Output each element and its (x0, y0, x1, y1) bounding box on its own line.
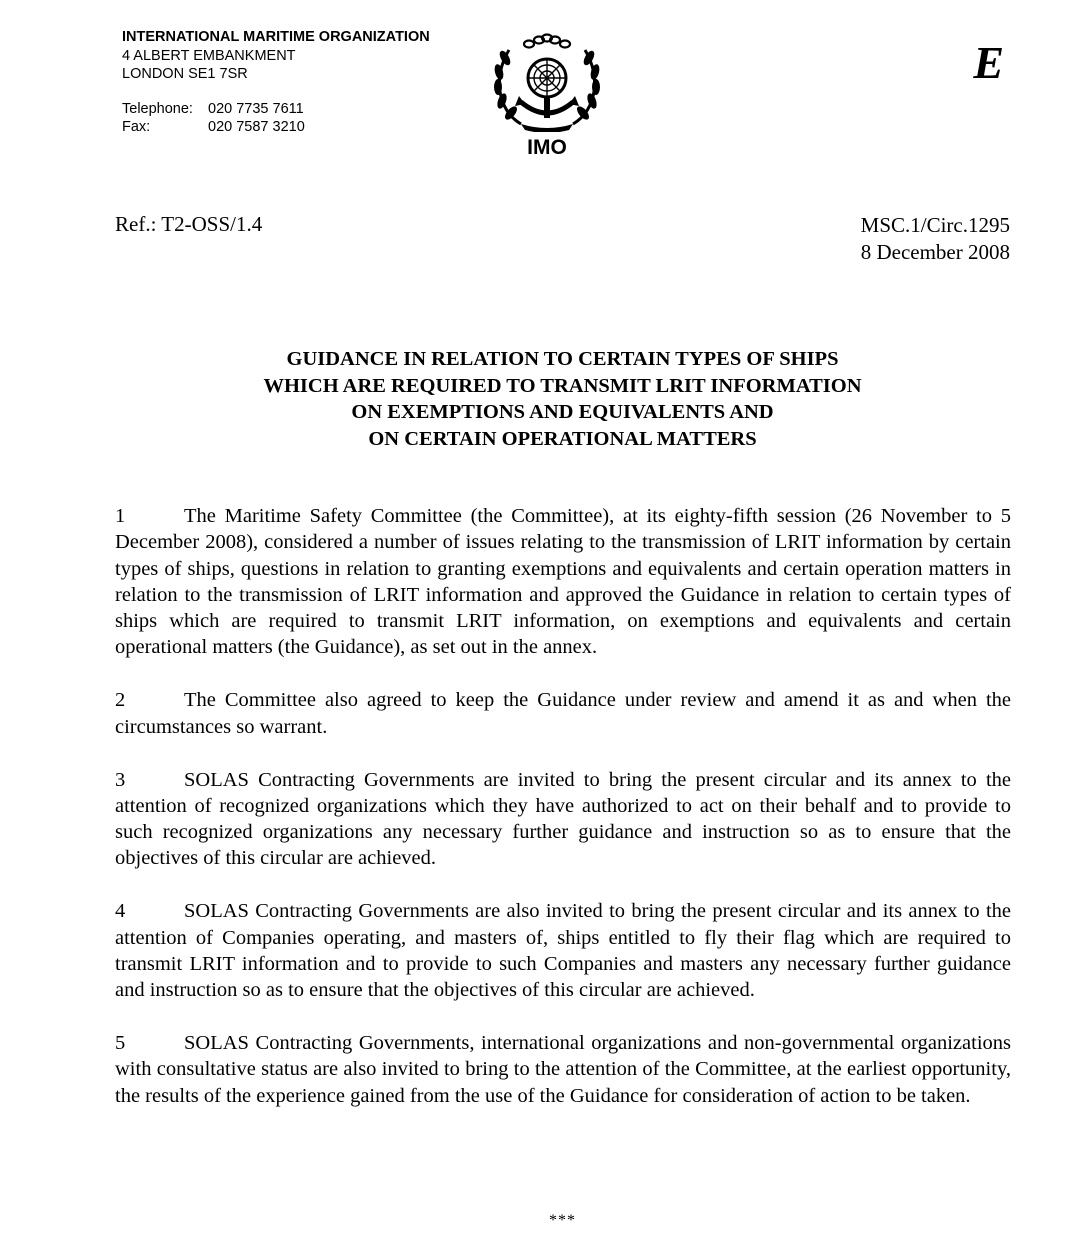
reference-number: Ref.: T2-OSS/1.4 (115, 212, 263, 236)
paragraph-number: 4 (115, 900, 126, 923)
address-line-1: 4 ALBERT EMBANKMENT (122, 47, 296, 64)
paragraph-number: 3 (115, 768, 126, 791)
paragraph-text: The Committee also agreed to keep the Guidance under review and amend it as and when the circumstances so warrant. (115, 689, 1011, 738)
fax-label: Fax: (122, 119, 151, 135)
title-line: WHICH ARE REQUIRED TO TRANSMIT LRIT INFORMATION (263, 374, 862, 397)
end-of-document-mark: *** (549, 1212, 576, 1229)
address-line-2: LONDON SE1 7SR (122, 66, 248, 82)
organization-address (122, 28, 430, 84)
telephone-row (122, 100, 305, 118)
fax-value: 020 7587 3210 (208, 119, 305, 135)
paragraph-3 (115, 767, 1011, 872)
document-identifier (861, 212, 1010, 266)
contact-info (122, 100, 305, 136)
document-body (115, 503, 1011, 1136)
organization-name: INTERNATIONAL MARITIME ORGANIZATION (122, 29, 430, 45)
title-line: ON CERTAIN OPERATIONAL MATTERS (368, 427, 757, 450)
language-mark: E (973, 37, 1004, 88)
paragraph-text: SOLAS Contracting Governments are invited to bring the present circular and its annex to the attention of recognized organizations which they have authorized to act on their behalf and to provide to such recognized organizations any necessary further guidance and instruction so as to ensure that the objectives of this circular are achieved. (115, 768, 1011, 870)
paragraph-number: 2 (115, 689, 126, 712)
paragraph-text: SOLAS Contracting Governments, international organizations and non-governmental organizations with consultative status are also invited to bring to the attention of the Committee, at the earliest opportunity, the results of the experience gained from the use of the Guidance for consideration of action to be taken. (115, 1032, 1011, 1107)
imo-logo-label: IMO (527, 136, 567, 159)
telephone-value: 020 7735 7611 (208, 101, 304, 117)
imo-emblem-icon (491, 32, 603, 132)
title-line: GUIDANCE IN RELATION TO CERTAIN TYPES OF SHIPS (286, 348, 839, 370)
paragraph-5 (115, 1030, 1011, 1109)
paragraph-text: SOLAS Contracting Governments are also invited to bring the present circular and its annex to the attention of Companies operating, and masters of, ships entitled to fly their flag which are required to transmit LRIT information and to provide to such Companies and masters any necessary further guidance and instruction so as to ensure that the objectives of this circular are achieved. (115, 900, 1011, 1002)
paragraph-2 (115, 687, 1011, 740)
paragraph-4 (115, 898, 1011, 1003)
document-title (115, 346, 1010, 452)
document-date: 8 December 2008 (860, 240, 1010, 264)
title-line: ON EXEMPTIONS AND EQUIVALENTS AND (351, 401, 774, 423)
paragraph-number: 5 (115, 1032, 126, 1055)
telephone-label: Telephone: (122, 101, 193, 117)
document-symbol: MSC.1/Circ.1295 (860, 213, 1010, 237)
paragraph-1 (115, 503, 1011, 661)
fax-row (122, 118, 305, 136)
paragraph-text: The Maritime Safety Committee (the Committee), at its eighty-fifth session (26 November to 5 December 2008), considered a number of issues relating to the transmission of LRIT information by certain types of ships, questions in relation to granting exemptions and equivalents and certain operation matters in relation to the transmission of LRIT information and approved the Guidance in relation to certain types of ships which are required to transmit LRIT information, on exemptions and equivalents and certain operational matters (the Guidance), as set out in the annex. (115, 505, 1011, 659)
paragraph-number: 1 (115, 505, 126, 527)
